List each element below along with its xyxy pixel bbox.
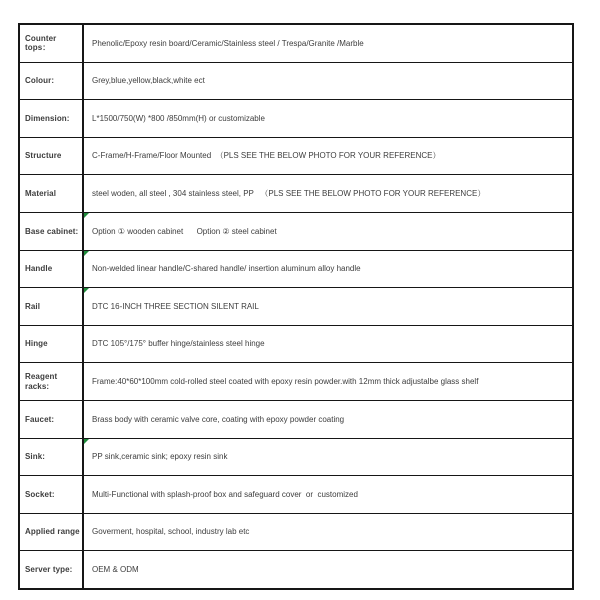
error-marker-icon xyxy=(84,251,89,256)
row-value xyxy=(84,326,572,363)
row-value xyxy=(84,251,572,288)
table-row xyxy=(20,138,572,176)
row-value-text: Non-welded linear handle/C-shared handle/ insertion aluminum alloy handle xyxy=(92,264,361,274)
row-value-text: Option ① wooden cabinet Option ② steel cabinet xyxy=(92,226,277,236)
table-row xyxy=(20,401,572,439)
row-value-text: PP sink,ceramic sink; epoxy resin sink xyxy=(92,452,228,462)
table-row xyxy=(20,363,572,401)
error-marker-icon xyxy=(84,213,89,218)
row-value-text: DTC 105°/175° buffer hinge/stainless steel hinge xyxy=(92,339,265,349)
row-value-text: Phenolic/Epoxy resin board/Ceramic/Stainless steel / Trespa/Granite /Marble xyxy=(92,38,364,48)
row-label: Base cabinet: xyxy=(20,213,84,250)
row-value xyxy=(84,175,572,212)
row-label: Rail xyxy=(20,288,84,325)
row-value-text: Frame:40*60*100mm cold-rolled steel coated with epoxy resin powder.with 12mm thick adjustalbe glass shelf xyxy=(92,377,479,387)
row-value-text: Brass body with ceramic valve core, coating with epoxy powder coating xyxy=(92,414,345,424)
table-row xyxy=(20,551,572,588)
row-value-text: OEM & ODM xyxy=(92,565,139,575)
row-value xyxy=(84,138,572,175)
row-value-text: Grey,blue,yellow,black,white ect xyxy=(92,76,205,86)
row-value xyxy=(84,213,572,250)
table-row xyxy=(20,100,572,138)
row-label: Structure xyxy=(20,138,84,175)
row-label: Hinge xyxy=(20,326,84,363)
row-label: Faucet: xyxy=(20,401,84,438)
error-marker-icon xyxy=(84,288,89,293)
row-label: Sink: xyxy=(20,439,84,476)
table-row xyxy=(20,213,572,251)
row-value xyxy=(84,551,572,588)
row-value xyxy=(84,100,572,137)
row-value xyxy=(84,25,572,62)
row-value-text: C-Frame/H-Frame/Floor Mounted （PLS SEE THE BELOW PHOTO FOR YOUR REFERENCE） xyxy=(92,151,441,161)
row-value xyxy=(84,514,572,551)
row-value xyxy=(84,476,572,513)
row-label: Handle xyxy=(20,251,84,288)
spec-table xyxy=(18,23,574,590)
table-row xyxy=(20,439,572,477)
row-label: Dimension: xyxy=(20,100,84,137)
table-row xyxy=(20,514,572,552)
row-label: Reagent racks: xyxy=(20,363,84,400)
error-marker-icon xyxy=(84,439,89,444)
row-value xyxy=(84,439,572,476)
table-row xyxy=(20,251,572,289)
row-value-text: L*1500/750(W) *800 /850mm(H) or customizable xyxy=(92,113,265,123)
row-label: Material xyxy=(20,175,84,212)
table-row xyxy=(20,175,572,213)
row-value xyxy=(84,363,572,400)
row-value-text: steel woden, all steel , 304 stainless steel, PP （PLS SEE THE BELOW PHOTO FOR YOUR REFERENCE） xyxy=(92,189,486,199)
table-row xyxy=(20,288,572,326)
table-row xyxy=(20,25,572,63)
row-value-text: Goverment, hospital, school, industry lab etc xyxy=(92,527,250,537)
table-row xyxy=(20,63,572,101)
row-value xyxy=(84,63,572,100)
row-label: Colour: xyxy=(20,63,84,100)
row-label: Applied range xyxy=(20,514,84,551)
table-row xyxy=(20,476,572,514)
table-row xyxy=(20,326,572,364)
row-value-text: DTC 16-INCH THREE SECTION SILENT RAIL xyxy=(92,301,259,311)
row-label: Server type: xyxy=(20,551,84,588)
row-label: Counter tops： xyxy=(20,25,84,62)
row-label: Socket: xyxy=(20,476,84,513)
row-value xyxy=(84,288,572,325)
row-value-text: Multi-Functional with splash-proof box and safeguard cover or customized xyxy=(92,489,358,499)
row-value xyxy=(84,401,572,438)
